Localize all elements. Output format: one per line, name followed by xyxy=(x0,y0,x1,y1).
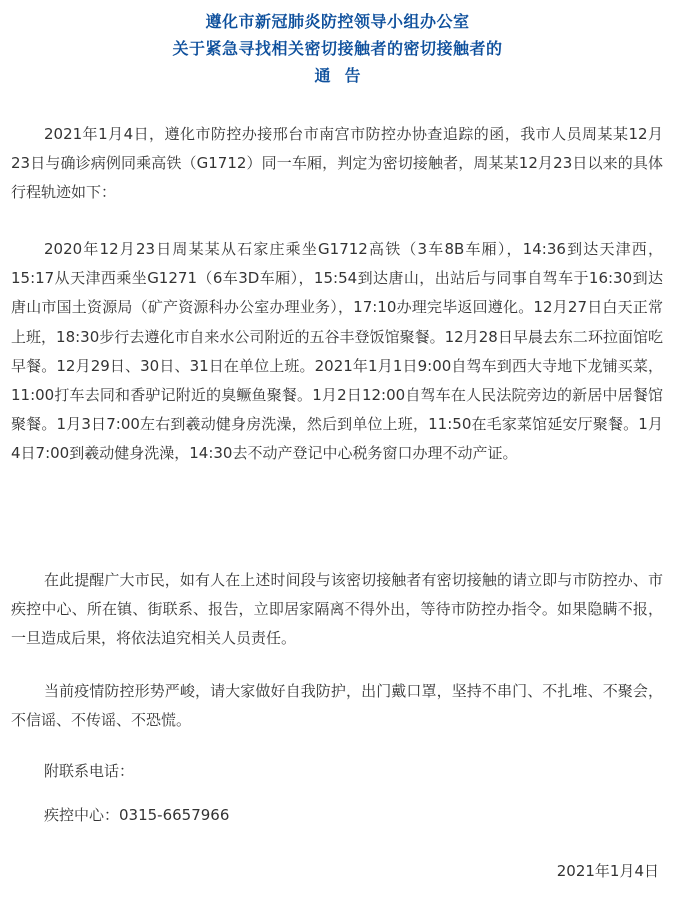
notice-header xyxy=(0,8,675,89)
issue-date: 2021年1月4日 xyxy=(556,862,659,880)
notice-subject: 关于紧急寻找相关密切接触者的密切接触者的 xyxy=(172,39,503,58)
notice-label: 通告 xyxy=(314,66,375,85)
issuer-title: 遵化市新冠肺炎防控领导小组办公室 xyxy=(205,12,470,31)
contact-phone: 疾控中心：0315-6657966 xyxy=(44,806,230,824)
itinerary-paragraph: 2020年12月23日周某某从石家庄乘坐G1712高铁（3车8B车厢），14:36到达天津西，15:17从天津西乘坐G1271（6车3D车厢），15:54到达唐山，出站后与同事自驾车于16:30到达唐山市国土资源局（矿产资源科办公室办理业务），17:10办理完毕返回遵化。12月27日白天正常上班，18:30步行去遵化市自来水公司附近的五谷丰登饭馆聚餐。12月28日早晨去东二环拉面馆吃早餐。12月29日、30日、31日在单位上班。2021年1月1日9:00自驾车到西大寺地下龙铺买菜，11:00打车去同和香驴记附近的臭鳜鱼聚餐。1月2日12:00自驾车在人民法院旁边的新居中居餐馆聚餐。1月3日7:00左右到羲动健身房洗澡，然后到单位上班，11:50在毛家菜馆延安厅聚餐。1月4日7:00到羲动健身洗澡，14:30去不动产登记中心税务窗口办理不动产证。 xyxy=(11,240,663,463)
prevention-paragraph: 当前疫情防控形势严峻，请大家做好自我防护，出门戴口罩，坚持不串门、不扎堆、不聚会，不信谣、不传谣、不恐慌。 xyxy=(11,682,663,730)
contact-label: 附联系电话： xyxy=(44,762,135,780)
reminder-paragraph: 在此提醒广大市民，如有人在上述时间段与该密切接触者有密切接触的请立即与市防控办、市疾控中心、所在镇、街联系、报告，立即居家隔离不得外出，等待市防控办指令。如果隐瞒不报，一旦造成后果，将依法追究相关人员责任。 xyxy=(11,571,663,648)
intro-paragraph: 2021年1月4日，遵化市防控办接邢台市南宫市防控办协查追踪的函，我市人员周某某12月23日与确诊病例同乘高铁（G1712）同一车厢，判定为密切接触者，周某某12月23日以来的具体行程轨迹如下： xyxy=(11,125,663,202)
